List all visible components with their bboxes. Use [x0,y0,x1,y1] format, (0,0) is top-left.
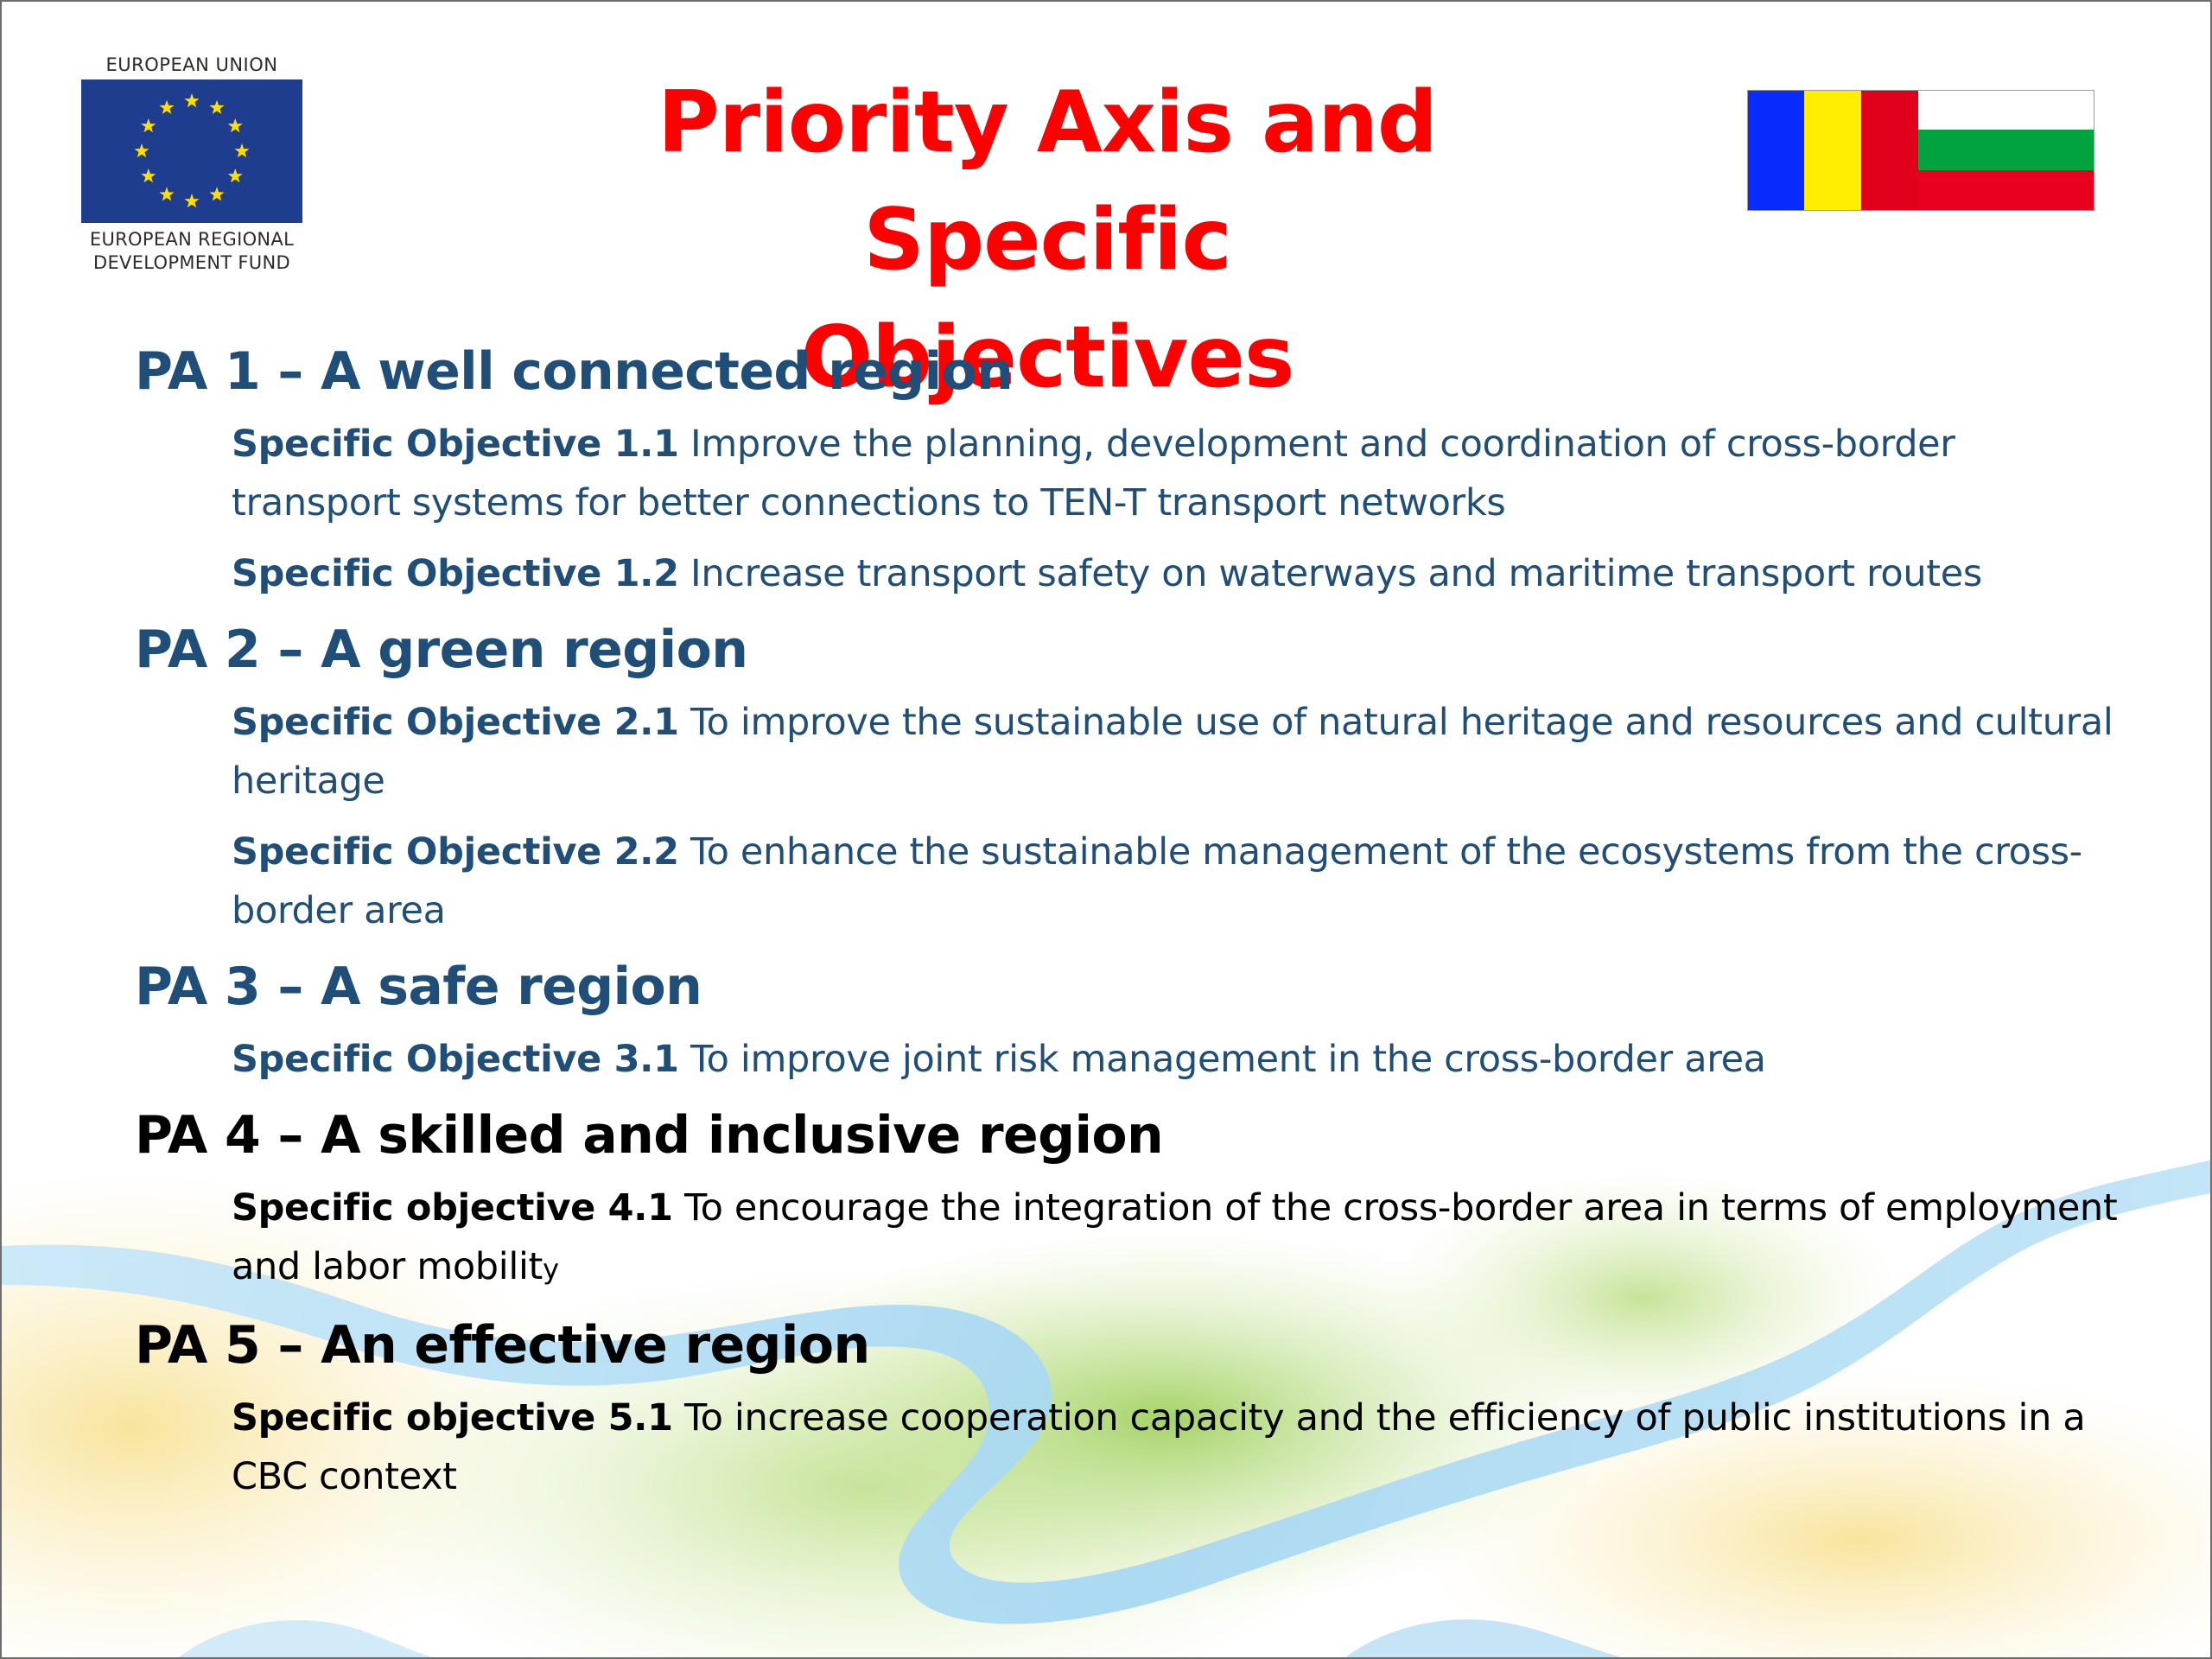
objective-text: Increase transport safety on waterways and maritime transport routes [678,552,1982,595]
objective-1-1 [232,415,2122,532]
pa-heading-5: PA 5 – An effective region [135,1315,870,1376]
objective-label: Specific Objective 3.1 [232,1038,679,1081]
objective-label: Specific Objective 1.1 [232,423,679,466]
objective-2-2 [232,823,2122,940]
eu-erdf-logo [81,54,302,275]
objective-text: To improve the sustainable use of natural heritage and resources and cultural heritage [232,701,2113,803]
objective-text: To increase cooperation capacity and the efficiency of public institutions in a CBC context [232,1396,2086,1498]
pa-heading-2: PA 2 – A green region [135,620,748,680]
objective-label: Specific Objective 1.2 [232,552,679,595]
romania-bulgaria-flags [1747,90,2094,211]
objective-4-1 [232,1179,2122,1299]
objective-text-suffix: y [543,1253,559,1286]
romania-flag-icon [1747,90,1918,211]
objective-3-1 [232,1030,2122,1089]
objective-text: Improve the planning, development and coordination of cross-border transport systems for better connections to TEN-T transport networks [232,423,1955,524]
objective-5-1 [232,1389,2122,1506]
pa-heading-4: PA 4 – A skilled and inclusive region [135,1105,1164,1166]
title-line1: Priority Axis and [658,73,1437,172]
eu-flag-icon [81,79,302,223]
objective-text: To enhance the sustainable management of the ecosystems from the cross-border area [232,830,2082,932]
pa-heading-1: PA 1 – A well connected region [135,341,1014,402]
objective-2-1 [232,693,2122,810]
objective-1-2 [232,544,2122,603]
priority-axes-list [135,339,2122,1506]
objective-label: Specific objective 4.1 [232,1186,673,1230]
objective-label: Specific Objective 2.1 [232,701,679,744]
title-line2: Specific Objectives [800,191,1294,407]
erdf-label-line1: EUROPEAN REGIONAL [89,229,295,250]
erdf-label-line2: DEVELOPMENT FUND [93,252,290,273]
pa-heading-3: PA 3 – A safe region [135,957,702,1017]
objective-label: Specific Objective 2.2 [232,830,679,874]
objective-text: To encourage the integration of the cross-border area in terms of employment and labor mobilit [232,1186,2118,1288]
eu-label: EUROPEAN UNION [105,54,278,75]
objective-label: Specific objective 5.1 [232,1396,673,1440]
objective-text: To improve joint risk management in the cross-border area [678,1038,1766,1081]
bulgaria-flag-icon [1918,90,2094,211]
